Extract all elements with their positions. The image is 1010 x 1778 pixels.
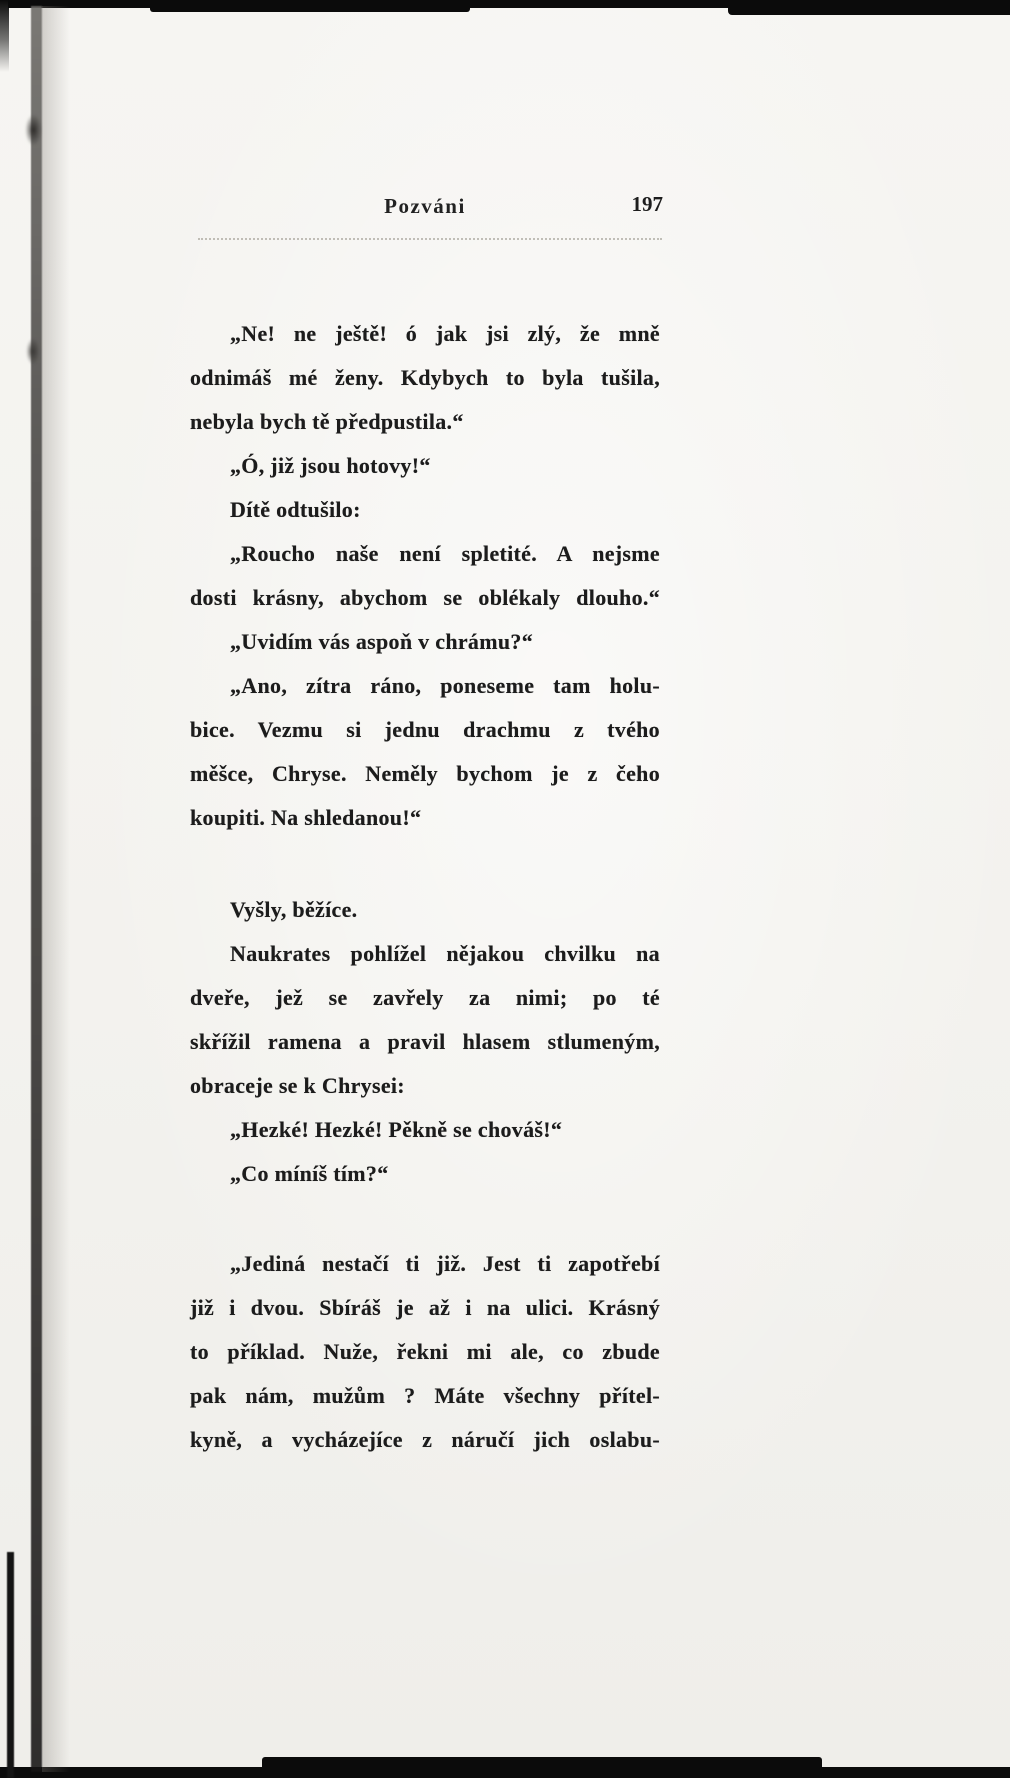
right-photo-edge [0,0,9,72]
text-column [190,0,660,1778]
text-line: dosti krásny, abychom se oblékaly dlouho.“ [190,585,660,610]
text-line: obraceje se k Chrysei: [190,1073,405,1098]
top-photo-edge-thick-right [728,0,1010,15]
text-line: „Ne! ne ještě! ó jak jsi zlý, že mně [230,321,660,346]
text-line: pak nám, mužům ? Máte všechny přítel- [190,1383,660,1408]
text-line: nebyla bych tě předpustila.“ [190,409,464,434]
text-line: Vyšly, běžíce. [230,897,358,922]
text-line: skřížil ramena a pravil hlasem stlumeným, [190,1029,660,1054]
text-line: to příklad. Nuže, řekni mi ale, co zbude [190,1339,660,1364]
left-photo-edge [7,1552,14,1778]
page-number: 197 [631,192,663,216]
book-gutter-fold-line [31,6,42,1772]
text-line: „Jediná nestačí ti již. Jest ti zapotřebí [230,1251,660,1276]
text-line: Naukrates pohlížel nějakou chvilku na [230,941,660,966]
text-line: koupiti. Na shledanou!“ [190,805,422,830]
text-line: již i dvou. Sbíráš je až i na ulici. Krásný [190,1295,660,1320]
text-line: kyně, a vycházejíce z náručí jich oslabu- [190,1427,660,1452]
paragraph-block [190,312,660,840]
text-line: „Uvidím vás aspoň v chrámu?“ [230,629,533,654]
text-line: „Ano, zítra ráno, poneseme tam holu- [230,673,660,698]
text-line: dveře, jež se zavřely za nimi; po té [190,985,660,1010]
paragraph-block [190,1242,660,1462]
running-head-title: Pozváni [384,194,466,218]
paragraph-block [190,888,660,1196]
text-line: „Roucho naše není spletité. A nejsme [230,541,660,566]
book-gutter-shadow [42,6,70,1772]
text-line: „Hezké! Hezké! Pěkně se chováš!“ [230,1117,563,1142]
text-line: bice. Vezmu si jednu drachmu z tvého [190,717,660,742]
text-line: měšce, Chryse. Neměly bychom je z čeho [190,761,660,786]
text-line: Dítě odtušilo: [230,497,361,522]
text-line: odnimáš mé ženy. Kdybych to byla tušila, [190,365,660,390]
text-line: „Ó, již jsou hotovy!“ [230,453,431,478]
gutter-ink-blemish [25,114,42,146]
text-line: „Co míníš tím?“ [230,1161,389,1186]
gutter-ink-blemish [26,338,40,365]
